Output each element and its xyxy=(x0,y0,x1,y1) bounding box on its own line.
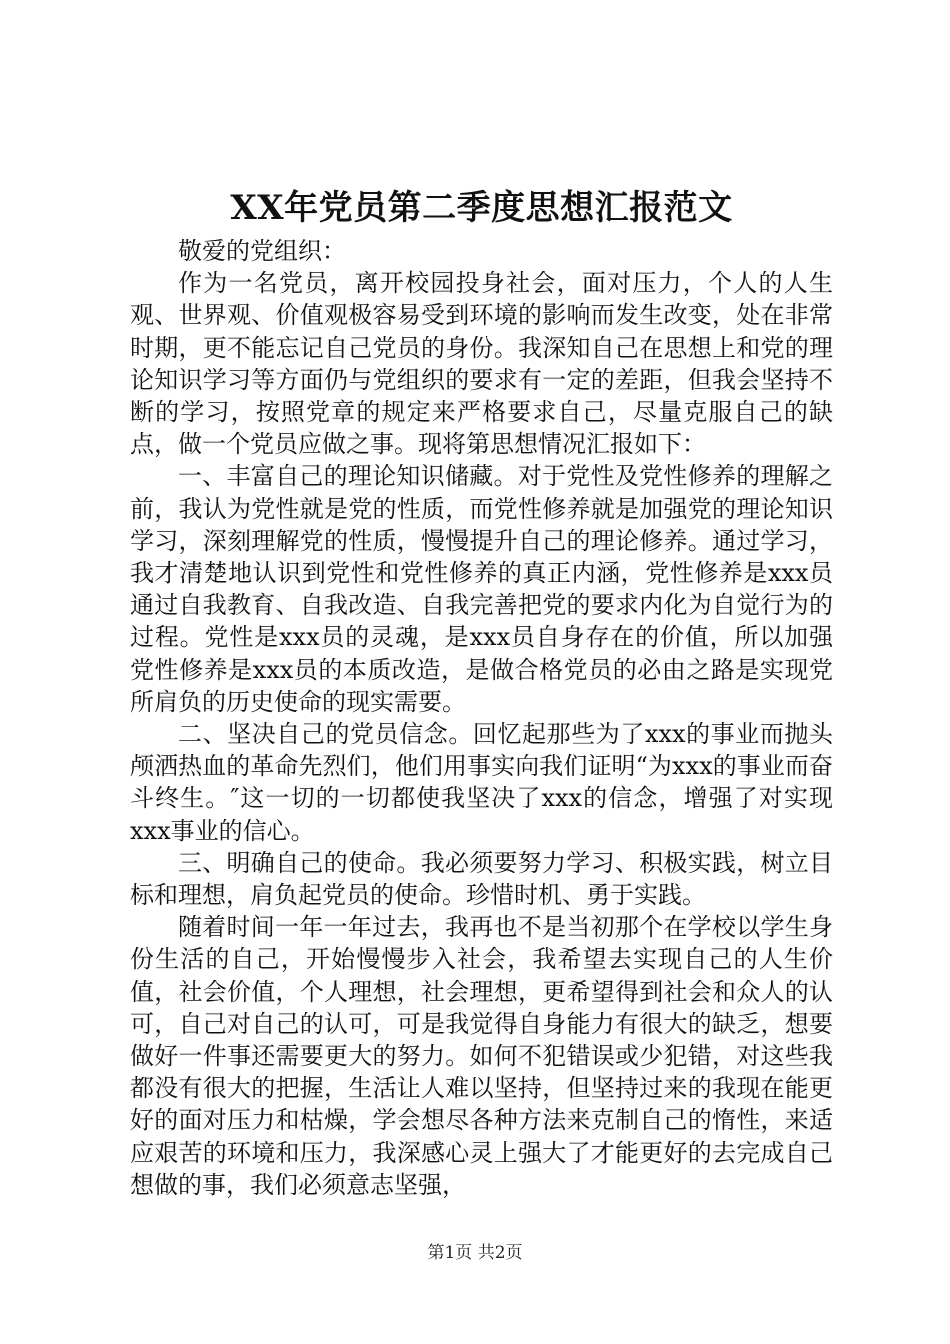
paragraph-intro: 作为一名党员，离开校园投身社会，面对压力，个人的人生观、世界观、价值观极容易受到环境的影响而发生改变，处在非常时期，更不能忘记自己党员的身份。我深知自己在思想上和党的理论知识学习等方面仍与党组织的要求有一定的差距，但我会坚持不断的学习，按照党章的规定来严格要求自己，尽量克服自己的缺点，做一个党员应做之事。现将第思想情况汇报如下： xyxy=(130,269,833,459)
paragraph-section-2: 二、坚决自己的党员信念。回忆起那些为了xxx的事业而抛头颅洒热血的革命先烈们，他们用事实向我们证明“为xxx的事业而奋斗终生。″这一切的一切都使我坚决了xxx的信念，增强了对实现xxx事业的信心。 xyxy=(130,720,833,845)
page-number-footer: 第1页 共2页 xyxy=(427,1243,523,1263)
paragraph-section-3: 三、明确自己的使命。我必须要努力学习、积极实践，树立目标和理想，肩负起党员的使命。珍惜时机、勇于实践。 xyxy=(130,848,833,910)
document-body xyxy=(130,235,833,1201)
paragraph-reflection: 随着时间一年一年过去，我再也不是当初那个在学校以学生身份生活的自己，开始慢慢步入社会，我希望去实现自己的人生价值，社会价值，个人理想，社会理想，更希望得到社会和众人的认可，自己对自己的认可，可是我觉得自身能力有很大的缺乏，想要做好一件事还需要更大的努力。如何不犯错误或少犯错，对这些我都没有很大的把握，生活让人难以坚持，但坚持过来的我现在能更好的面对压力和枯燥，学会想尽各种方法来克制自己的惰性，来适应艰苦的环境和压力，我深感心灵上强大了才能更好的去完成自己想做的事，我们必须意志坚强， xyxy=(130,913,833,1199)
salutation: 敬爱的党组织： xyxy=(178,237,346,265)
document-title: XX年党员第二季度思想汇报范文 xyxy=(230,188,733,228)
paragraph-section-1: 一、丰富自己的理论知识储藏。对于党性及党性修养的理解之前，我认为党性就是党的性质，而党性修养就是加强党的理论知识学习，深刻理解党的性质，慢慢提升自己的理论修养。通过学习，我才清楚地认识到党性和党性修养的真正内涵，党性修养是xxx员通过自我教育、自我改造、自我完善把党的要求内化为自觉行为的过程。党性是xxx员的灵魂，是xxx员自身存在的价值，所以加强党性修养是xxx员的本质改造，是做合格党员的必由之路是实现党所肩负的历史使命的现实需要。 xyxy=(130,462,833,716)
